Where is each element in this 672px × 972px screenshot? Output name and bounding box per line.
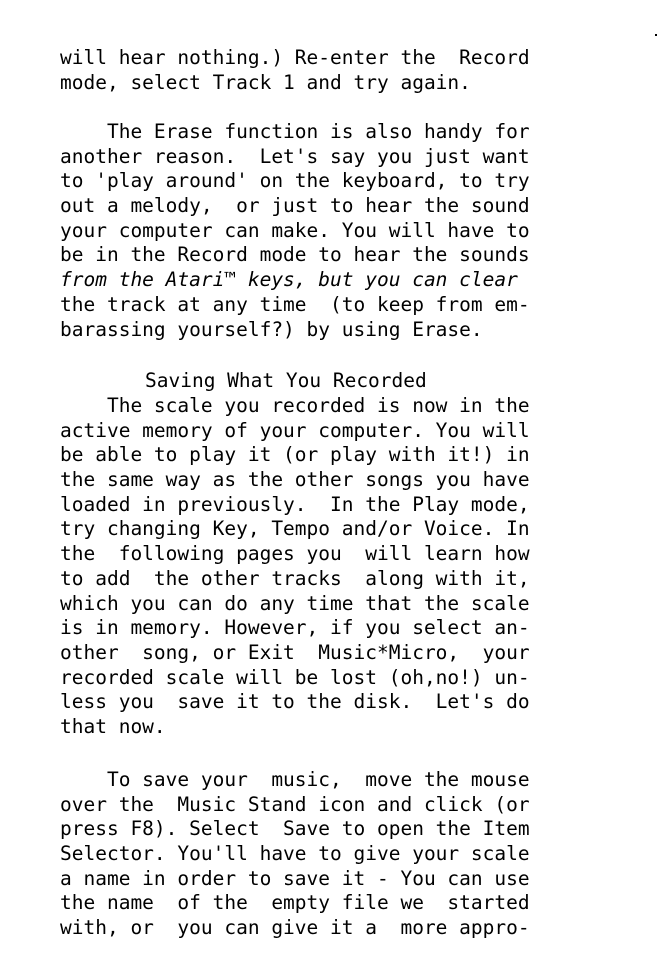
text-line: another reason. Let's say you just want [60, 144, 530, 168]
text-line: the track at any time (to keep from em- [60, 292, 530, 316]
text-line: To save your music, move the mouse [60, 768, 530, 791]
text-line: loaded in previously. In the Play mode, [60, 492, 530, 516]
text-line: out a melody, or just to hear the sound [60, 194, 530, 218]
text-line: will hear nothing.) Re-enter the Record [60, 46, 530, 69]
text-line: your computer can make. You will have to [60, 218, 530, 242]
text-line: less you save it to the disk. Let's do [60, 690, 530, 714]
text-line: The Erase function is also handy for [60, 120, 530, 143]
text-line: that now. [60, 714, 166, 738]
section-heading: Saving What You Recorded [145, 369, 427, 392]
text-line: active memory of your computer. You will [60, 418, 530, 442]
text-line: mode, select Track 1 and try again. [60, 70, 471, 94]
paragraph-save-music [60, 768, 626, 941]
paragraph-continuation [60, 46, 626, 95]
text-line: other song, or Exit Music*Micro, your [60, 640, 530, 664]
text-line: to add the other tracks along with it, [60, 566, 530, 590]
text-line: try changing Key, Tempo and/or Voice. In [60, 517, 530, 541]
text-line: is in memory. However, if you select an- [60, 616, 530, 640]
text-line: a name in order to save it - You can use [60, 866, 530, 890]
text-line: to 'play around' on the keyboard, to try [60, 169, 530, 193]
text-line: press F8). Select Save to open the Item [60, 817, 530, 841]
text-line: with, or you can give it a more appro- [60, 916, 530, 940]
text-line: from the Atari™ keys, but you can clear [60, 268, 518, 292]
text-line: The scale you recorded is now in the [60, 394, 530, 417]
text-line: the following pages you will learn how [60, 542, 530, 566]
text-line: over the Music Stand icon and click (or [60, 792, 530, 816]
paragraph-erase-function [60, 120, 626, 342]
text-line: Selector. You'll have to give your scale [60, 842, 530, 866]
paragraph-saving [60, 394, 626, 740]
text-line: recorded scale will be lost (oh,no!) un- [60, 665, 530, 689]
text-line: be able to play it (or play with it!) in [60, 443, 530, 467]
text-line: barassing yourself?) by using Erase. [60, 317, 483, 341]
text-line: which you can do any time that the scale [60, 591, 530, 615]
text-line: the name of the empty file we started [60, 891, 530, 915]
text-line: be in the Record mode to hear the sounds [60, 243, 530, 267]
speck-mark [655, 34, 657, 36]
text-line: the same way as the other songs you have [60, 468, 530, 492]
